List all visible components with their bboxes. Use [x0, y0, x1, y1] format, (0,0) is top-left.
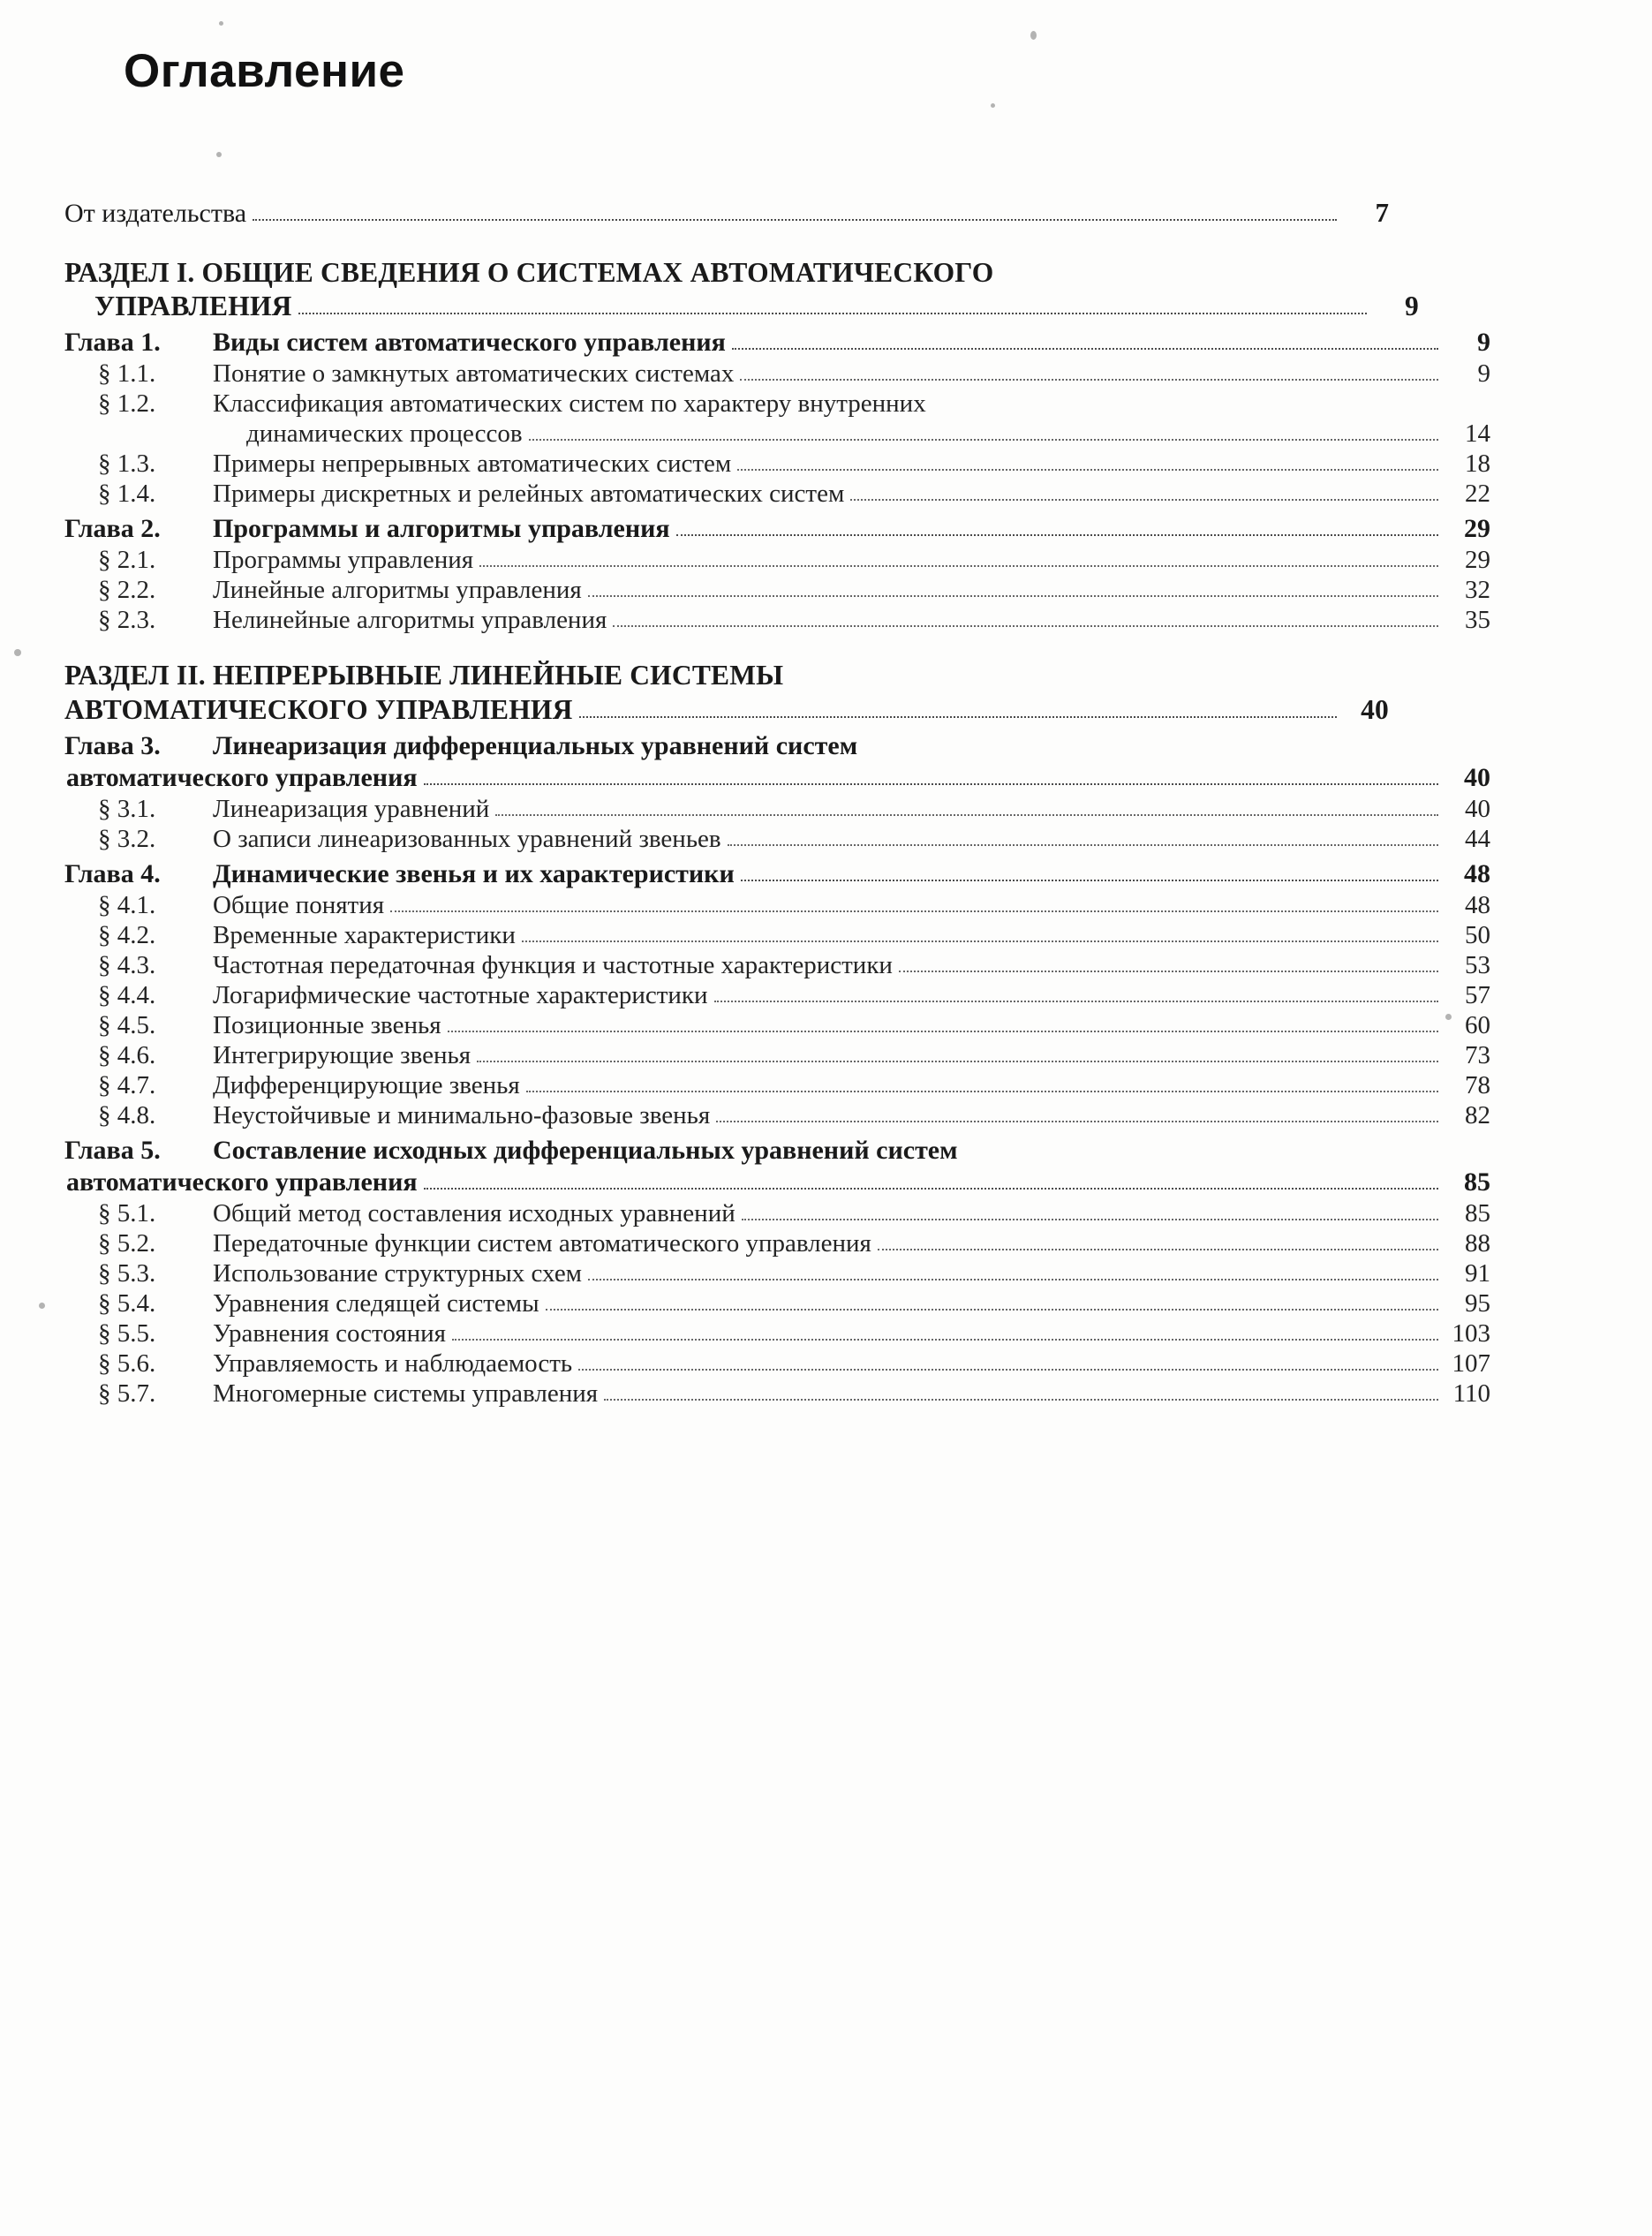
chapter-title: Виды систем автоматического управления: [213, 328, 726, 358]
paragraph-title: Уравнения состояния: [213, 1318, 446, 1348]
toc-entry-paragraph[interactable]: [64, 1199, 1490, 1228]
toc-entry-paragraph[interactable]: [64, 606, 1490, 635]
paragraph-page: 22: [1465, 480, 1490, 509]
paragraph-title: Общие понятия: [213, 890, 385, 919]
dot-leader: [298, 312, 1367, 314]
toc-entry-paragraph[interactable]: [64, 891, 1490, 920]
chapter-label: Глава 5.: [64, 1135, 161, 1165]
paragraph-page: 82: [1465, 1100, 1490, 1129]
dot-leader: [448, 1030, 1438, 1032]
paragraph-title: Неустойчивые и минимально-фазовые звенья: [213, 1100, 711, 1129]
paragraph-title: Передаточные функции систем автоматического управления: [213, 1228, 871, 1258]
chapter-page: 9: [1477, 328, 1490, 358]
paragraph-page: 44: [1465, 824, 1490, 853]
chapter-page: 29: [1464, 514, 1490, 544]
toc-entry-paragraph[interactable]: [64, 546, 1490, 575]
dot-leader: [526, 1090, 1438, 1092]
paragraph-page: 91: [1465, 1258, 1490, 1288]
paragraph-number: § 5.4.: [98, 1288, 156, 1318]
toc-entry-paragraph[interactable]: [64, 1071, 1490, 1100]
paragraph-page: 88: [1465, 1228, 1490, 1258]
paragraph-number: § 2.2.: [98, 576, 156, 605]
toc-entry-paragraph-continuation[interactable]: [64, 419, 1490, 449]
chapter-label: Глава 4.: [64, 858, 161, 888]
paragraph-title: Позиционные звенья: [213, 1010, 441, 1039]
paragraph-title: Управляемость и наблюдаемость: [213, 1348, 573, 1378]
toc-entry-paragraph[interactable]: [64, 1259, 1490, 1288]
section-1-title-line2: УПРАВЛЕНИЯ: [94, 291, 292, 322]
toc-entry-paragraph[interactable]: [64, 825, 1490, 854]
dot-leader: [579, 715, 1337, 718]
chapter-label: Глава 1.: [64, 328, 161, 358]
toc-entry-paragraph[interactable]: [64, 795, 1490, 824]
chapter-title: Составление исходных дифференциальных уравнений систем: [213, 1135, 958, 1165]
paragraph-title: Временные характеристики: [213, 920, 516, 949]
toc-entry-chapter[interactable]: [64, 731, 1490, 761]
paragraph-number: § 4.8.: [98, 1100, 156, 1129]
paragraph-number: § 4.3.: [98, 950, 156, 979]
paragraph-page: 95: [1465, 1288, 1490, 1318]
dot-leader: [740, 378, 1438, 381]
toc-entry-chapter[interactable]: [64, 1136, 1490, 1166]
paragraph-number: § 5.7.: [98, 1379, 156, 1408]
paragraph-page: 110: [1452, 1379, 1490, 1408]
paragraph-title: Программы управления: [213, 546, 474, 575]
paragraph-title: Уравнения следящей системы: [213, 1288, 539, 1318]
paragraph-title: Использование структурных схем: [213, 1258, 583, 1288]
paragraph-title: Понятие о замкнутых автоматических системах: [213, 359, 735, 389]
toc-entry-paragraph[interactable]: [64, 449, 1490, 479]
chapter-page: 40: [1464, 762, 1490, 792]
dot-leader: [742, 1218, 1438, 1220]
paragraph-number: § 4.5.: [98, 1010, 156, 1039]
page-title: Оглавление: [124, 45, 405, 97]
paragraph-page: 48: [1465, 890, 1490, 919]
paragraph-number: § 3.1.: [98, 794, 156, 823]
paragraph-title: Примеры дискретных и релейных автоматических систем: [213, 480, 845, 509]
chapter-title: Линеаризация дифференциальных уравнений систем: [213, 730, 858, 760]
dot-leader: [714, 1000, 1438, 1002]
dot-leader: [477, 1060, 1438, 1062]
paragraph-title: Классификация автоматических систем по характеру внутренних: [213, 389, 926, 419]
paragraph-title: Дифференцирующие звенья: [213, 1070, 520, 1099]
dot-leader: [546, 1308, 1438, 1311]
paragraph-title: Линейные алгоритмы управления: [213, 576, 582, 605]
toc-entry-paragraph[interactable]: [64, 1379, 1490, 1409]
scan-speck: [14, 649, 21, 656]
chapter-title: Динамические звенья и их характеристики: [213, 858, 735, 888]
chapter-page: 85: [1464, 1167, 1490, 1197]
toc-content: [60, 25, 1490, 1409]
dot-leader: [578, 1368, 1438, 1371]
dot-leader: [495, 813, 1438, 816]
paragraph-page: 73: [1465, 1040, 1490, 1069]
paragraph-page: 14: [1465, 419, 1490, 449]
toc-entry-paragraph[interactable]: [64, 951, 1490, 980]
paragraph-page: 29: [1465, 546, 1490, 575]
paragraph-page: 107: [1452, 1348, 1490, 1378]
dot-leader: [588, 594, 1438, 597]
paragraph-title: Логарифмические частотные характеристики: [213, 980, 708, 1009]
dot-leader: [522, 940, 1438, 942]
paragraph-title: О записи линеаризованных уравнений звеньев: [213, 824, 721, 853]
dot-leader: [741, 879, 1438, 881]
dot-leader: [452, 1338, 1438, 1341]
toc-entry-paragraph[interactable]: [64, 981, 1490, 1010]
toc-entry-chapter-continuation[interactable]: [64, 763, 1490, 793]
dot-leader: [737, 468, 1438, 471]
paragraph-title: Общий метод составления исходных уравнений: [213, 1198, 735, 1228]
toc-entry-paragraph[interactable]: [64, 1289, 1490, 1318]
paragraph-page: 60: [1465, 1010, 1490, 1039]
dot-leader: [424, 1187, 1438, 1190]
toc-entry-paragraph[interactable]: [64, 1101, 1490, 1130]
chapter-title-line2: автоматического управления: [66, 1167, 418, 1197]
paragraph-number: § 2.1.: [98, 546, 156, 575]
toc-entry-paragraph[interactable]: [64, 1319, 1490, 1348]
dot-leader: [529, 438, 1438, 441]
dot-leader: [424, 782, 1438, 785]
paragraph-page: 103: [1452, 1318, 1490, 1348]
paragraph-title-line2: динамических процессов: [246, 419, 523, 449]
paragraph-number: § 5.3.: [98, 1258, 156, 1288]
paragraph-number: § 1.3.: [98, 449, 156, 479]
section-1-page: 9: [1405, 291, 1419, 322]
dot-leader: [604, 1398, 1438, 1401]
section-heading-2: [64, 658, 1490, 725]
toc-entry-chapter-continuation[interactable]: [64, 1167, 1490, 1197]
paragraph-number: § 1.1.: [98, 359, 156, 389]
table-of-contents: [60, 197, 1490, 1409]
dot-leader: [899, 970, 1438, 972]
paragraph-number: § 5.2.: [98, 1228, 156, 1258]
paragraph-page: 50: [1465, 920, 1490, 949]
paragraph-page: 9: [1477, 359, 1490, 389]
section-heading-1: [64, 255, 1490, 322]
toc-entry-paragraph[interactable]: [64, 389, 1490, 419]
chapter-label: Глава 3.: [64, 730, 161, 760]
paragraph-number: § 5.6.: [98, 1348, 156, 1378]
toc-entry-paragraph[interactable]: [64, 576, 1490, 605]
chapter-title-line2: автоматического управления: [66, 762, 418, 792]
dot-leader: [850, 498, 1438, 501]
dot-leader: [676, 533, 1438, 536]
section-1-title-line1: РАЗДЕЛ I. ОБЩИЕ СВЕДЕНИЯ О СИСТЕМАХ АВТОМАТИЧЕСКОГО: [64, 257, 994, 288]
paragraph-number: § 2.3.: [98, 606, 156, 635]
dot-leader: [732, 347, 1438, 350]
paragraph-page: 40: [1465, 794, 1490, 823]
dot-leader: [716, 1120, 1438, 1122]
paragraph-number: § 4.4.: [98, 980, 156, 1009]
toc-entry-paragraph[interactable]: [64, 921, 1490, 950]
paragraph-number: § 3.2.: [98, 824, 156, 853]
toc-entry-front-matter[interactable]: [64, 197, 1389, 229]
paragraph-number: § 1.4.: [98, 480, 156, 509]
paragraph-number: § 1.2.: [98, 389, 156, 419]
paragraph-number: § 4.7.: [98, 1070, 156, 1099]
paragraph-page: 78: [1465, 1070, 1490, 1099]
front-matter-label: От издательства: [64, 199, 247, 228]
dot-leader: [728, 843, 1438, 846]
front-matter-page: 7: [1375, 197, 1389, 228]
paragraph-page: 53: [1465, 950, 1490, 979]
dot-leader: [390, 910, 1438, 912]
toc-entry-chapter[interactable]: [64, 514, 1490, 544]
toc-entry-chapter[interactable]: [64, 328, 1490, 358]
dot-leader: [479, 564, 1438, 567]
toc-entry-paragraph[interactable]: [64, 480, 1490, 509]
toc-entry-paragraph[interactable]: [64, 1229, 1490, 1258]
paragraph-title: Линеаризация уравнений: [213, 794, 490, 823]
paragraph-number: § 5.5.: [98, 1318, 156, 1348]
chapter-page: 48: [1464, 858, 1490, 888]
paragraph-number: § 4.2.: [98, 920, 156, 949]
toc-entry-chapter[interactable]: [64, 859, 1490, 889]
dot-leader: [588, 1278, 1438, 1280]
dot-leader: [253, 218, 1337, 221]
paragraph-page: 18: [1465, 449, 1490, 479]
toc-entry-paragraph[interactable]: [64, 1011, 1490, 1040]
paragraph-title: Интегрирующие звенья: [213, 1040, 471, 1069]
paragraph-number: § 4.1.: [98, 890, 156, 919]
paragraph-page: 85: [1465, 1198, 1490, 1228]
toc-entry-paragraph[interactable]: [64, 359, 1490, 389]
section-2-title-line2: АВТОМАТИЧЕСКОГО УПРАВЛЕНИЯ: [64, 693, 573, 725]
toc-entry-paragraph[interactable]: [64, 1041, 1490, 1070]
dot-leader: [613, 624, 1438, 627]
paragraph-title: Примеры непрерывных автоматических систем: [213, 449, 732, 479]
paragraph-number: § 5.1.: [98, 1198, 156, 1228]
toc-entry-paragraph[interactable]: [64, 1349, 1490, 1379]
section-2-page: 40: [1361, 693, 1389, 725]
paragraph-title: Нелинейные алгоритмы управления: [213, 606, 607, 635]
paragraph-page: 57: [1465, 980, 1490, 1009]
paragraph-page: 32: [1465, 576, 1490, 605]
scan-speck: [39, 1303, 45, 1309]
paragraph-title: Частотная передаточная функция и частотные характеристики: [213, 950, 893, 979]
paragraph-title: Многомерные системы управления: [213, 1379, 599, 1408]
dot-leader: [878, 1248, 1438, 1250]
chapter-label: Глава 2.: [64, 514, 161, 544]
paragraph-page: 35: [1465, 606, 1490, 635]
section-2-title-line1: РАЗДЕЛ II. НЕПРЕРЫВНЫЕ ЛИНЕЙНЫЕ СИСТЕМЫ: [64, 660, 784, 691]
chapter-title: Программы и алгоритмы управления: [213, 514, 670, 544]
paragraph-number: § 4.6.: [98, 1040, 156, 1069]
